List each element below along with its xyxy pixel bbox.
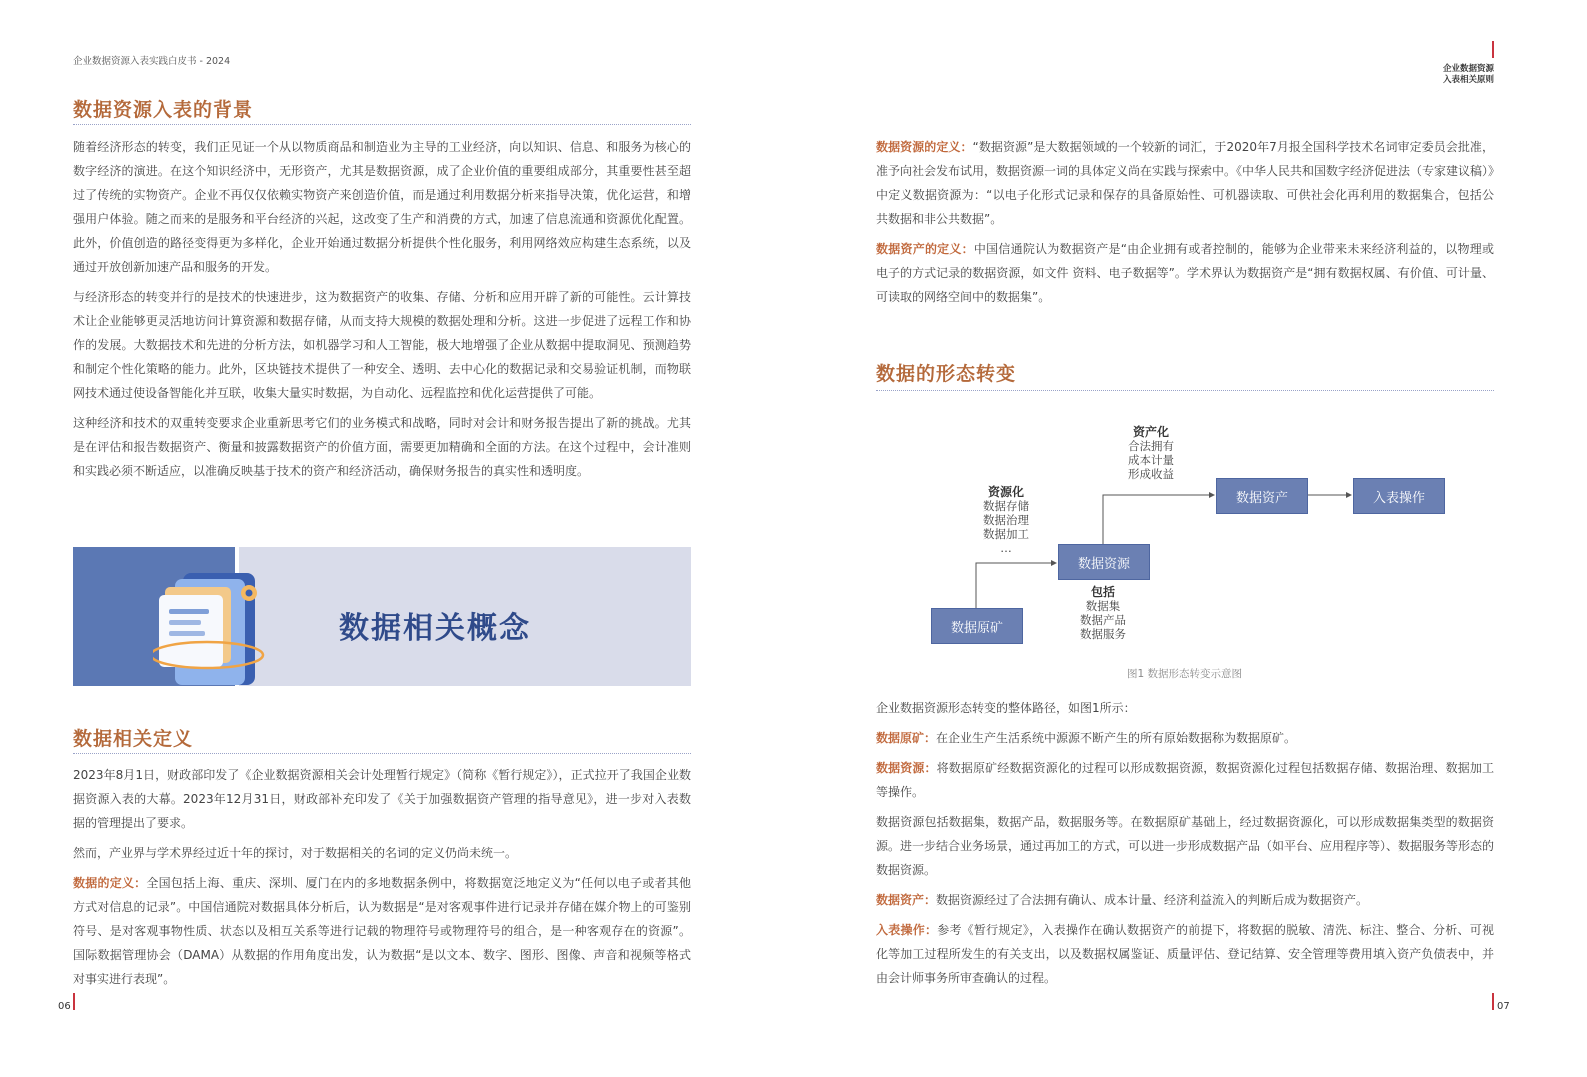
background-body (73, 135, 691, 483)
box-listing: 入表操作 (1353, 478, 1445, 514)
label-resourcing-item: 数据存储 (983, 499, 1029, 513)
right-running-header (1400, 64, 1494, 86)
definitions-paragraph-2: 然而，产业界与学术界经过近十年的探讨，对于数据相关的名词的定义仍尚未统一。 (73, 846, 518, 860)
right-header-marker (1492, 41, 1494, 58)
data-definition-term: 数据的定义： (73, 876, 147, 890)
document-stack-icon (153, 567, 273, 687)
raw-term: 数据原矿： (876, 731, 937, 745)
raw-text: 在企业生产生活系统中源源不断产生的所有原始数据称为数据原矿。 (936, 731, 1297, 745)
asset-term: 数据资产： (876, 893, 937, 907)
figure-caption: 图1 数据形态转变示意图 (1127, 668, 1243, 680)
left-page-marker (73, 993, 75, 1010)
label-include (1068, 585, 1138, 641)
asset-definition-text: 中国信通院认为数据资产是“由企业拥有或者控制的，能够为企业带来未来经济利益的，以物理或电子的方式记录的数据资源，如文件 资料、电子数据等”。学术界认为数据资产是“拥有数据权属、有价值、可计量、可读取的网络空间中的数据集”。 (876, 242, 1494, 304)
label-include-item: 数据集 (1085, 599, 1121, 613)
label-assetize (1116, 425, 1186, 481)
section-title-definitions: 数据相关定义 (73, 728, 194, 750)
definitions-body (73, 763, 691, 991)
definitions-paragraph-1: 2023年8月1日，财政部印发了《企业数据资源相关会计处理暂行规定》（简称《暂行规定》），正式拉开了我国企业数据资源入表的大幕。2023年12月31日，财政部补充印发了《关于加强数据资产管理的指导意见》，进一步对入表数据的管理提出了要求。 (73, 768, 691, 830)
banner-title: 数据相关概念 (339, 611, 531, 646)
right-header-line-2: 入表相关原则 (1442, 75, 1494, 85)
label-include-item: 数据产品 (1080, 613, 1126, 627)
background-paragraph-3: 这种经济和技术的双重转变要求企业重新思考它们的业务模式和战略，同时对会计和财务报告提出了新的挑战。尤其是在评估和报告数据资产、衡量和披露数据资产的价值方面，需要更加精确和全面的方法。在这个过程中，会计准则和实践必须不断适应，以准确反映基于技术的资产和经济活动，确保财务报告的真实性和透明度。 (73, 416, 691, 478)
transform-diagram (876, 400, 1494, 690)
asset-text: 数据资源经过了合法拥有确认、成本计量、经济利益流入的判断后成为数据资产。 (936, 893, 1369, 907)
label-resourcing-title: 资源化 (987, 485, 1024, 499)
data-definition-text: 全国包括上海、重庆、深圳、厦门在内的多地数据条例中，将数据宽泛地定义为“任何以电子或者其他方式对信息的记录”。中国信通院对数据具体分析后，认为数据是“是对客观事件进行记录并存储在媒介物上的可鉴别符号、是对客观事物性质、状态以及相互关系等进行记载的物理符号或物理符号的组合，是一种客观存在的资源”。国际数据管理协会（DAMA）从数据的作用角度出发，认为数据“是以文本、数字、图形、图像、声音和视频等格式对事实进行表现”。 (73, 876, 691, 986)
box-data-asset: 数据资产 (1216, 478, 1308, 514)
label-assetize-item: 成本计量 (1128, 453, 1174, 467)
resource-definition-paragraph (876, 135, 1494, 231)
right-page-marker (1492, 993, 1494, 1010)
right-header-line-1: 企业数据资源 (1442, 64, 1494, 74)
listing-term: 入表操作： (876, 923, 938, 937)
background-paragraph-2: 与经济形态的转变并行的是技术的快速进步，这为数据资产的收集、存储、分析和应用开辟了新的可能性。云计算技术让企业能够更灵活地访问计算资源和数据存储，从而支持大规模的数据处理和分析。这进一步促进了远程工作和协作的发展。大数据技术和先进的分析方法，如机器学习和人工智能，极大地增强了企业从数据中提取洞见、预测趋势和制定个性化策略的能力。此外，区块链技术提供了一种安全、透明、去中心化的数据记录和交易验证机制，而物联网技术通过使设备智能化并互联，收集大量实时数据，为自动化、远程监控和优化运营提供了可能。 (73, 290, 691, 400)
left-page-number: 06 (58, 1001, 71, 1012)
raw-paragraph (876, 726, 1494, 750)
resource-text: 将数据原矿经数据资源化的过程可以形成数据资源，数据资源化过程包括数据存储、数据治理、数据加工等操作。 (876, 761, 1494, 799)
label-assetize-title: 资产化 (1132, 425, 1169, 439)
label-resourcing-item: … (1000, 541, 1012, 555)
label-resourcing-item: 数据治理 (983, 513, 1029, 527)
right-page-number: 07 (1497, 1001, 1510, 1012)
label-assetize-item: 合法拥有 (1128, 439, 1174, 453)
transform-body (876, 696, 1494, 990)
section-rule (876, 390, 1494, 391)
listing-paragraph (876, 918, 1494, 990)
concept-banner (73, 547, 691, 686)
section-title-background: 数据资源入表的背景 (73, 99, 254, 121)
resource-definition-text: “数据资源”是大数据领域的一个较新的词汇，于2020年7月报全国科学技术名词审定委员会批准，准予向社会发布试用，数据资源一词的具体定义尚在实践与探索中。《中华人民共和国数字经济促进法（专家建议稿）》中定义数据资源为：“以电子化形式记录和保存的具备原始性、可机器读取、可供社会化再利用的数据集合，包括公共数据和非公共数据”。 (876, 140, 1495, 226)
asset-definition-paragraph (876, 237, 1494, 309)
resource-definition-term: 数据资源的定义： (876, 140, 973, 154)
asset-definition-term: 数据资产的定义： (876, 242, 974, 256)
label-assetize-item: 形成收益 (1128, 467, 1174, 481)
section-rule (73, 753, 691, 754)
label-resourcing-item: 数据加工 (983, 527, 1029, 541)
background-paragraph-1: 随着经济形态的转变，我们正见证一个从以物质商品和制造业为主导的工业经济，向以知识、信息、和服务为核心的数字经济的演进。在这个知识经济中，无形资产，尤其是数据资源，成了企业价值的重要组成部分，其重要性甚至超过了传统的实物资产。企业不再仅仅依赖实物资产来创造价值，而是通过利用数据分析来指导决策，优化运营，和增强用户体验。随之而来的是服务和平台经济的兴起，这改变了生产和消费的方式，加速了信息流通和资源优化配置。此外，价值创造的路径变得更为多样化，企业开始通过数据分析提供个性化服务，利用网络效应构建生态系统，以及通过开放创新加速产品和服务的开发。 (73, 140, 691, 274)
asset-paragraph (876, 888, 1494, 912)
section-rule (73, 124, 691, 125)
left-running-header: 企业数据资源入表实践白皮书 - 2024 (73, 56, 231, 67)
resource-paragraph-2: 数据资源包括数据集，数据产品，数据服务等。在数据原矿基础上，经过数据资源化，可以形成数据集类型的数据资源。进一步结合业务场景，通过再加工的方式，可以进一步形成数据产品（如平台、应用程序等）、数据服务等形态的数据资源。 (876, 815, 1495, 877)
transform-intro: 企业数据资源形态转变的整体路径，如图1所示： (876, 701, 1136, 715)
resource-paragraph (876, 756, 1494, 804)
box-data-raw: 数据原矿 (931, 608, 1023, 644)
listing-text: 参考《暂行规定》，入表操作在确认数据资产的前提下，将数据的脱敏、清洗、标注、整合、分析、可视化等加工过程所发生的有关支出，以及数据权属鉴证、质量评估、登记结算、安全管理等费用填入资产负债表中，并由会计师事务所审查确认的过程。 (876, 923, 1494, 985)
label-include-title: 包括 (1090, 585, 1115, 599)
label-resourcing (971, 485, 1041, 555)
data-definition-paragraph (73, 871, 691, 991)
definitions-continued (876, 135, 1494, 309)
section-title-transform: 数据的形态转变 (876, 363, 1017, 385)
box-data-resource: 数据资源 (1058, 544, 1150, 580)
label-include-item: 数据服务 (1080, 627, 1126, 641)
resource-term: 数据资源： (876, 761, 937, 775)
